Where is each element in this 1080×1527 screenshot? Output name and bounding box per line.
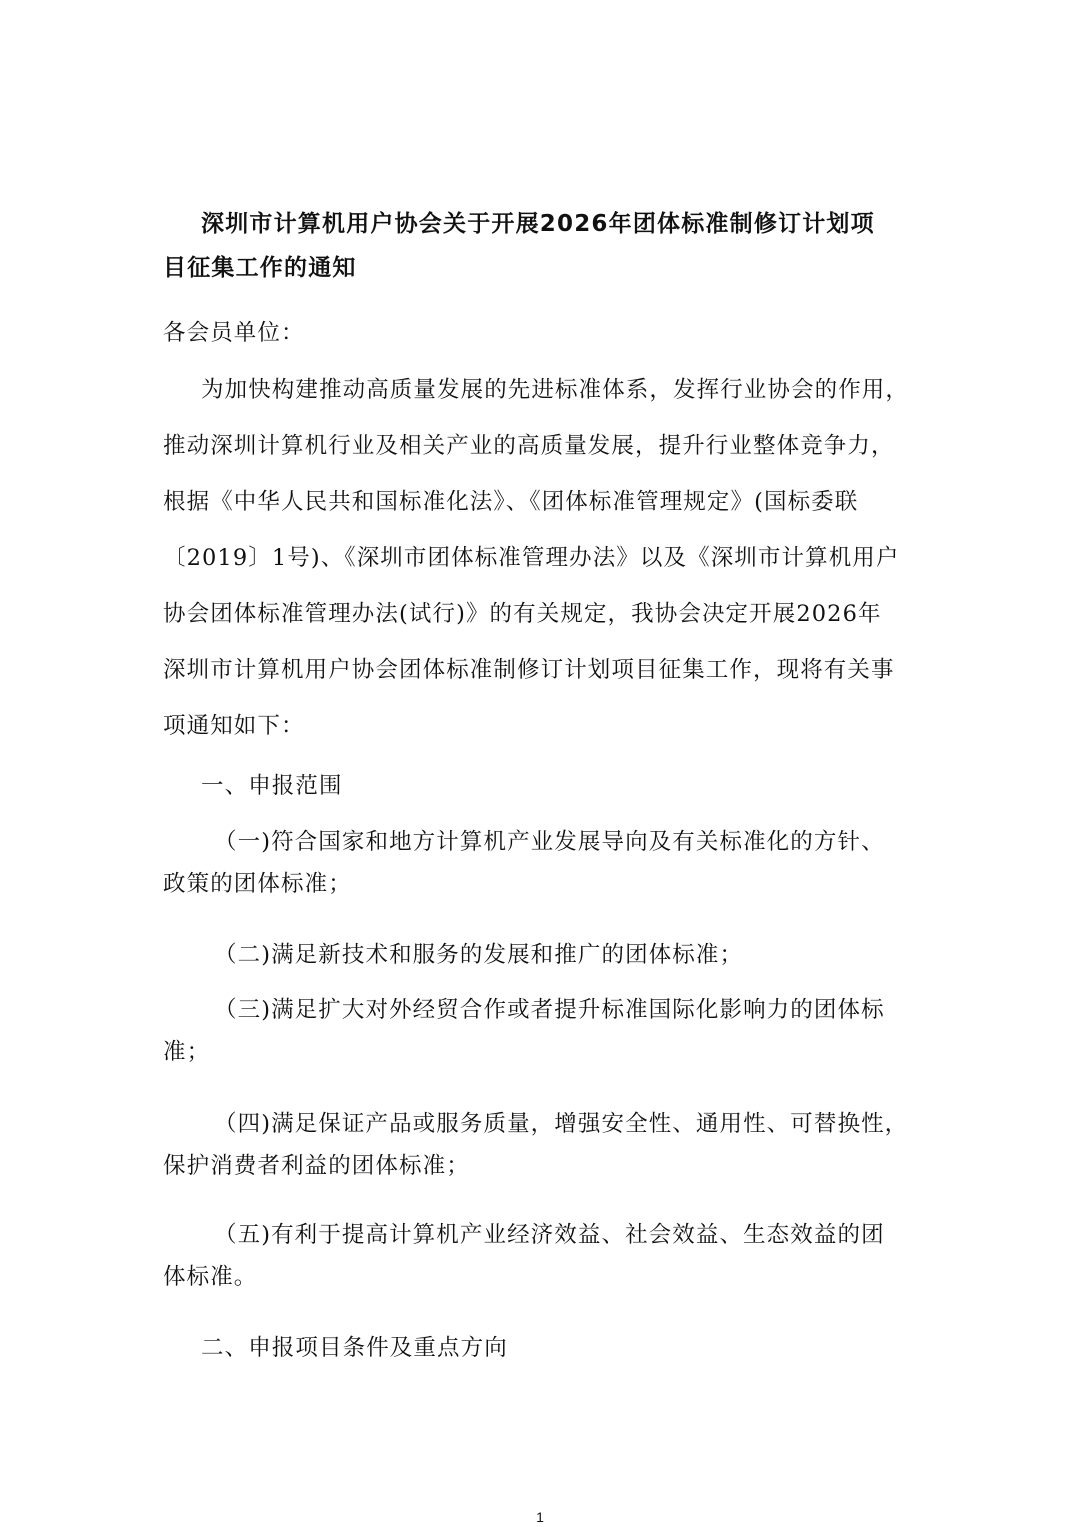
scope-item-3-line-1: （三)满足扩大对外经贸合作或者提升标准国际化影响力的团体标 <box>214 997 885 1023</box>
intro-line: 根据《中华人民共和国标准化法》、《团体标准管理规定》(国标委联 <box>163 489 859 515</box>
document-title-line-2: 目征集工作的通知 <box>163 255 357 281</box>
scope-item-2-line-1: （二)满足新技术和服务的发展和推广的团体标准； <box>214 942 744 968</box>
scope-item-1-line-1: （一)符合国家和地方计算机产业发展导向及有关标准化的方针、 <box>214 829 885 855</box>
intro-line: 为加快构建推动高质量发展的先进标准体系，发挥行业协会的作用， <box>201 377 910 403</box>
intro-line: 协会团体标准管理办法(试行)》的有关规定，我协会决定开展2026年 <box>163 601 882 627</box>
intro-line: 深圳市计算机用户协会团体标准制修订计划项目征集工作，现将有关事 <box>163 657 895 683</box>
salutation: 各会员单位： <box>163 320 305 346</box>
scope-item-1-line-2: 政策的团体标准； <box>163 871 352 897</box>
section-heading-scope: 一、申报范围 <box>201 773 343 799</box>
scope-item-4-line-2: 保护消费者利益的团体标准； <box>163 1153 470 1179</box>
intro-line: 项通知如下： <box>163 713 305 739</box>
scope-item-5-line-1: （五)有利于提高计算机产业经济效益、社会效益、生态效益的团 <box>214 1222 885 1248</box>
intro-line: 推动深圳计算机行业及相关产业的高质量发展，提升行业整体竞争力， <box>163 433 895 459</box>
document-title-line-1: 深圳市计算机用户协会关于开展2026年团体标准制修订计划项 <box>201 211 875 237</box>
page-number: 1 <box>536 1509 544 1525</box>
intro-line: 〔2019〕1号)、《深圳市团体标准管理办法》以及《深圳市计算机用户 <box>163 545 900 571</box>
scope-item-5-line-2: 体标准。 <box>163 1264 258 1290</box>
scope-item-4-line-1: （四)满足保证产品或服务质量，增强安全性、通用性、可替换性， <box>214 1111 909 1137</box>
scope-item-3-line-2: 准； <box>163 1039 211 1065</box>
section-heading-conditions: 二、申报项目条件及重点方向 <box>201 1335 508 1361</box>
